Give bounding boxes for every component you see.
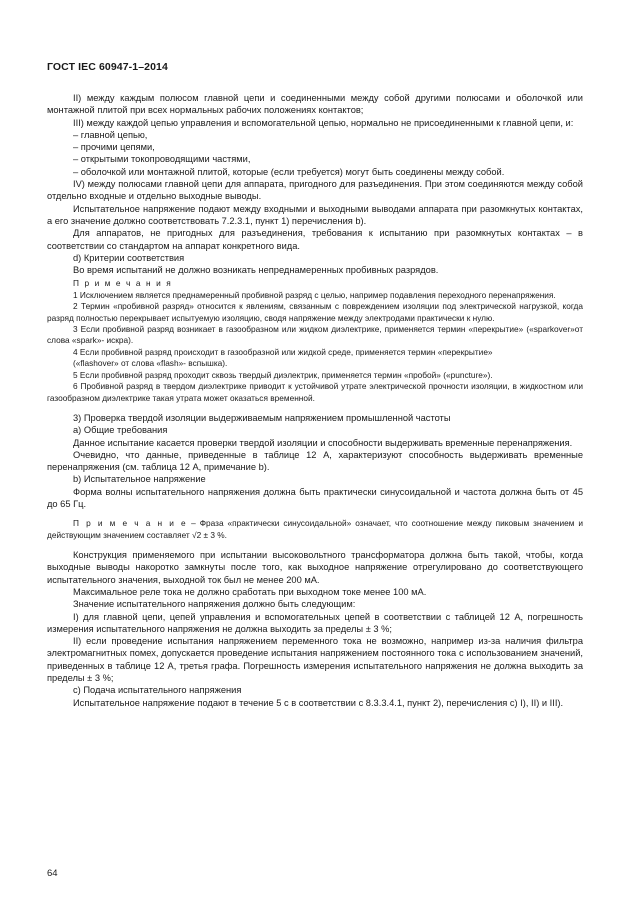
paragraph: Максимальное реле тока не должно сработать при выходном токе менее 100 мА. bbox=[73, 587, 427, 597]
note-item: 6 Пробивной разряд в твердом диэлектрике приводит к устойчивой утрате электрической прочности изоляции, в жидкостном или газообразном диэлектрике такая утрата может оказаться временной. bbox=[47, 381, 583, 403]
page-number: 64 bbox=[47, 868, 58, 879]
list-item: – прочими цепями, bbox=[73, 142, 155, 153]
note-item-continuation: («flashover» от слова «flash»- вспышка). bbox=[73, 358, 228, 369]
note-text: – Фраза «практически синусоидальной» означает, что соотношение между пиковым значением и действующим значением составляет √2 ± 3 %. bbox=[47, 518, 583, 540]
note-item: 1 Исключением является преднамеренный пробивной разряд с целью, например подавления переходного перенапряжения. bbox=[73, 289, 556, 300]
section-heading: a) Общие требования bbox=[73, 425, 168, 436]
section-heading: 3) Проверка твердой изоляции выдерживаемым напряжением промышленной частоты bbox=[73, 412, 451, 423]
paragraph: II) если проведение испытания напряжением переменного тока не возможно, например из-за наличия фильтра электромагнитных помех, допускается проведение испытания напряжением постоянного тока с использованием значений, приведенных в таблице 12 А, третья графа. Погрешность измерения испытательного напряжения не должна выходить за пределы ± 3 %; bbox=[47, 636, 583, 684]
paragraph: Во время испытаний не должно возникать непреднамеренных пробивных разрядов. bbox=[73, 265, 439, 276]
paragraph: Очевидно, что данные, приведенные в таблице 12 А, характеризуют способность выдерживать временные перенапряжения (см. таблица 12 А, примечание b). bbox=[47, 449, 583, 473]
note-title: П р и м е ч а н и е bbox=[73, 518, 188, 529]
paragraph: Конструкция применяемого при испытании высоковольтного трансформатора должна быть такой, чтобы, когда выходные выводы накоротко замкнуты после того, как выходное напряжение отрегулировано до соответствующего испытательного значения, выходной ток был не менее 200 мА. bbox=[47, 550, 583, 585]
paragraph: III) между каждой цепью управления и вспомогательной цепью, нормально не присоединенными к главной цепи, и: bbox=[73, 117, 574, 128]
paragraph: Форма волны испытательного напряжения должна быть практически синусоидальной и частота должна быть от 45 до 65 Гц. bbox=[47, 486, 583, 509]
list-item: – оболочкой или монтажной плитой, которые (если требуется) могут быть соединены между собой. bbox=[73, 166, 505, 177]
note-single bbox=[47, 518, 583, 541]
document-header: ГОСТ IEC 60947-1–2014 bbox=[47, 61, 168, 73]
paragraph: Значение испытательного напряжения должно быть следующим: bbox=[73, 599, 356, 610]
section-heading: d) Критерии соответствия bbox=[73, 252, 185, 263]
section-heading: b) Испытательное напряжение bbox=[73, 474, 206, 485]
page-content bbox=[47, 92, 583, 709]
note-item: 2 Термин «пробивной разряд» относится к явлениям, связанным с повреждением изоляции под электрической нагрузкой, когда разряд полностью перекрывает испытуемую изоляцию, сводя напряжение между электродами практически к нулю. bbox=[47, 301, 583, 323]
list-item: – главной цепью, bbox=[73, 129, 148, 140]
paragraph: I) для главной цепи, цепей управления и вспомогательных цепей в соответствии с таблицей 12 А, погрешность измерения испытательного напряжения не должна выходить за пределы ± 3 %; bbox=[47, 611, 583, 634]
paragraph: Для аппаратов, не пригодных для разъединения, требования к испытанию при разомкнутых контактах – в соответствии со стандартом на аппарат конкретного вида. bbox=[47, 228, 583, 251]
paragraph: II) между каждым полюсом главной цепи и соединенными между собой другими полюсами и оболочкой или монтажной плитой при всех нормальных рабочих положениях контактов; bbox=[47, 93, 583, 116]
note-item: 3 Если пробивной разряд возникает в газообразном или жидком диэлектрике, применяется термин «перекрытие» («sparkover»от слова «spark»- искра). bbox=[47, 324, 583, 346]
note-item: 4 Если пробивной разряд происходит в газообразной или жидкой среде, применяется термин «перекрытие» bbox=[73, 346, 493, 357]
section-heading: c) Подача испытательного напряжения bbox=[73, 685, 242, 696]
list-item: – открытыми токопроводящими частями, bbox=[73, 154, 251, 165]
notes-title: П р и м е ч а н и я bbox=[73, 278, 173, 289]
note-item: 5 Если пробивной разряд проходит сквозь твердый диэлектрик, применяется термин «пробой» («puncture»). bbox=[73, 369, 493, 380]
paragraph: Испытательное напряжение подают в течение 5 с в соответствии с 8.3.3.4.1, пункт 2), перечисления c) I), II) и III). bbox=[73, 697, 564, 708]
paragraph: Данное испытание касается проверки твердой изоляции и способности выдерживать временные перенапряжения. bbox=[73, 437, 573, 448]
paragraph: Испытательное напряжение подают между входными и выходными выводами аппарата при разомкнутых контактах, а его значение должно соответствовать 7.2.3.1, пункт 1) перечисления b). bbox=[47, 203, 583, 226]
paragraph: IV) между полюсами главной цепи для аппарата, пригодного для разъединения. При этом соединяются между собой отдельно входные и отдельно выходные выводы. bbox=[47, 179, 583, 202]
